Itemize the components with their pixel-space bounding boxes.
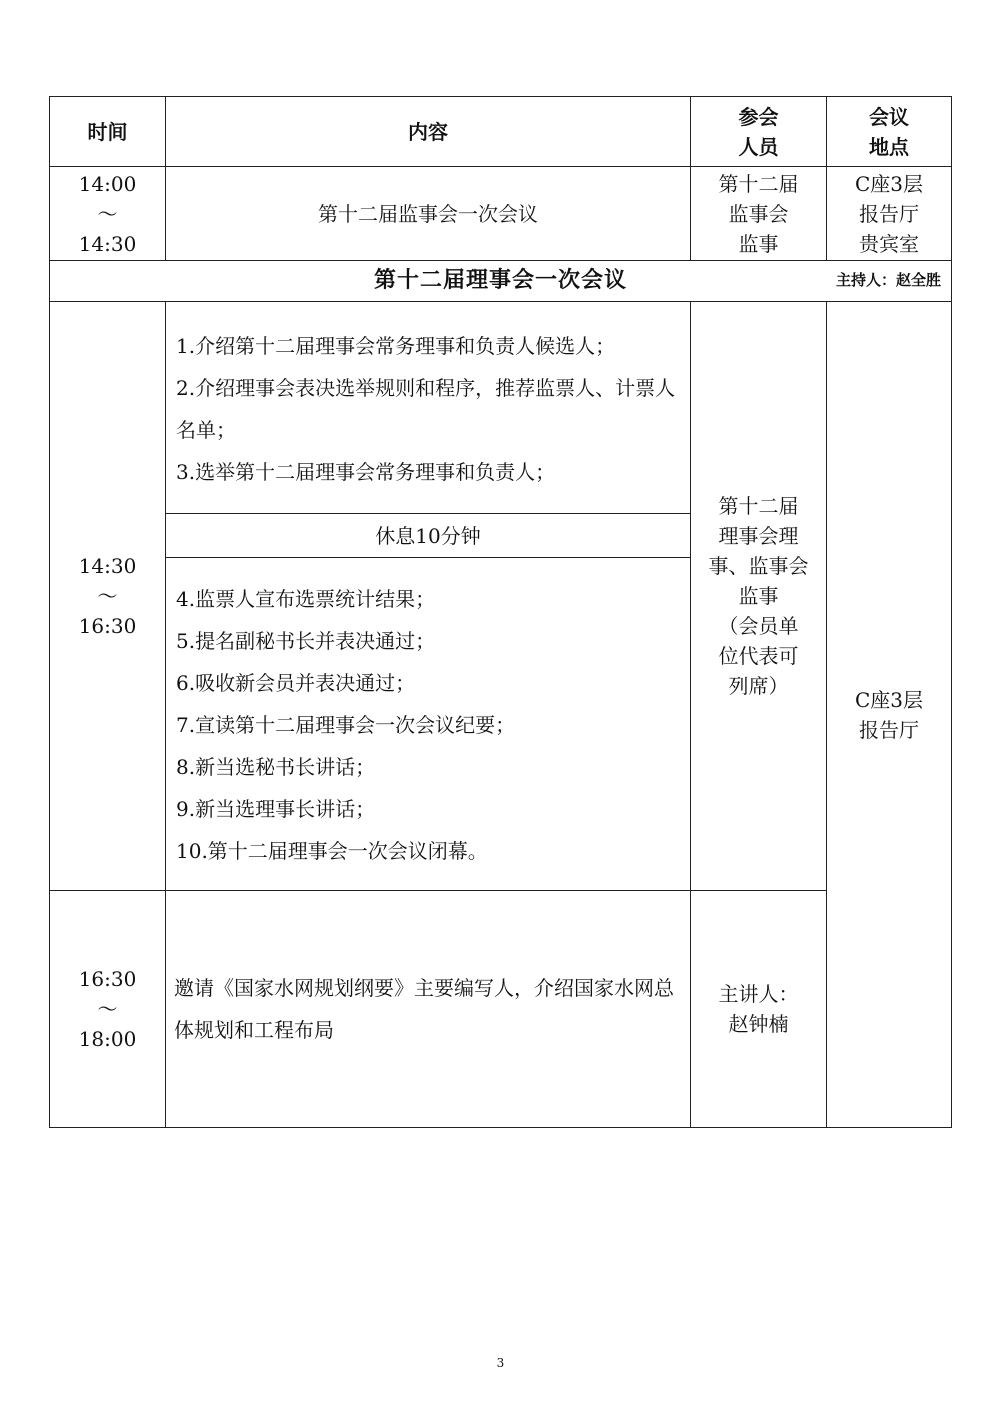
header-attendees: 参会 人员 xyxy=(691,97,827,167)
header-content: 内容 xyxy=(166,97,691,167)
list-item: 9.新当选理事长讲话； xyxy=(176,797,376,821)
attendees-cell: 第十二届 理事会理 事、监事会 监事 （会员单 位代表可 列席） xyxy=(691,302,827,891)
break-cell: 休息10分钟 xyxy=(166,514,691,558)
header-time: 时间 xyxy=(50,97,166,167)
agenda-list-b xyxy=(166,558,691,891)
section-title: 第十二届理事会一次会议 xyxy=(373,268,627,293)
lecture-cell xyxy=(166,891,691,1128)
content-cell: 第十二届监事会一次会议 xyxy=(166,167,691,261)
lecture-description: 邀请《国家水网规划纲要》主要编写人，介绍国家水网总体规划和工程布局 xyxy=(174,976,674,1042)
table-row xyxy=(50,891,952,1128)
list-item: 1.介绍第十二届理事会常务理事和负责人候选人； xyxy=(176,333,616,358)
venue-cell: C座3层 报告厅 贵宾室 xyxy=(827,167,952,261)
time-cell: 14:30 ～ 16:30 xyxy=(50,302,166,891)
time-cell: 16:30 ～ 18:00 xyxy=(50,891,166,1128)
list-item: 8.新当选秘书长讲话； xyxy=(176,755,376,779)
table-row xyxy=(50,167,952,261)
header-venue: 会议 地点 xyxy=(827,97,952,167)
list-item: 6.吸收新会员并表决通过； xyxy=(176,671,416,695)
venue-cell: C座3层 报告厅 xyxy=(827,302,952,1128)
table-row xyxy=(50,302,952,514)
list-item: 10.第十二届理事会一次会议闭幕。 xyxy=(176,839,488,863)
agenda-list-a xyxy=(166,302,691,514)
section-row xyxy=(50,261,952,302)
speaker-label: 主讲人： xyxy=(718,982,799,1006)
section-host: 主持人：赵全胜 xyxy=(835,271,941,289)
time-cell: 14:00 ～ 14:30 xyxy=(50,167,166,261)
schedule-table xyxy=(49,96,952,1128)
attendees-cell: 第十二届 监事会 监事 xyxy=(691,167,827,261)
header-row xyxy=(50,97,952,167)
list-item: 3.选举第十二届理事会常务理事和负责人； xyxy=(176,459,556,484)
section-cell xyxy=(50,261,952,302)
list-item: 5.提名副秘书长并表决通过； xyxy=(176,629,436,653)
list-item: 7.宣读第十二届理事会一次会议纪要； xyxy=(176,713,516,737)
speaker-cell xyxy=(691,891,827,1128)
list-item: 2.介绍理事会表决选举规则和程序，推荐监票人、计票人名单； xyxy=(176,375,676,442)
speaker-name: 赵钟楠 xyxy=(728,1012,789,1036)
list-item: 4.监票人宣布选票统计结果； xyxy=(176,587,436,611)
page-number: 3 xyxy=(496,1356,505,1370)
